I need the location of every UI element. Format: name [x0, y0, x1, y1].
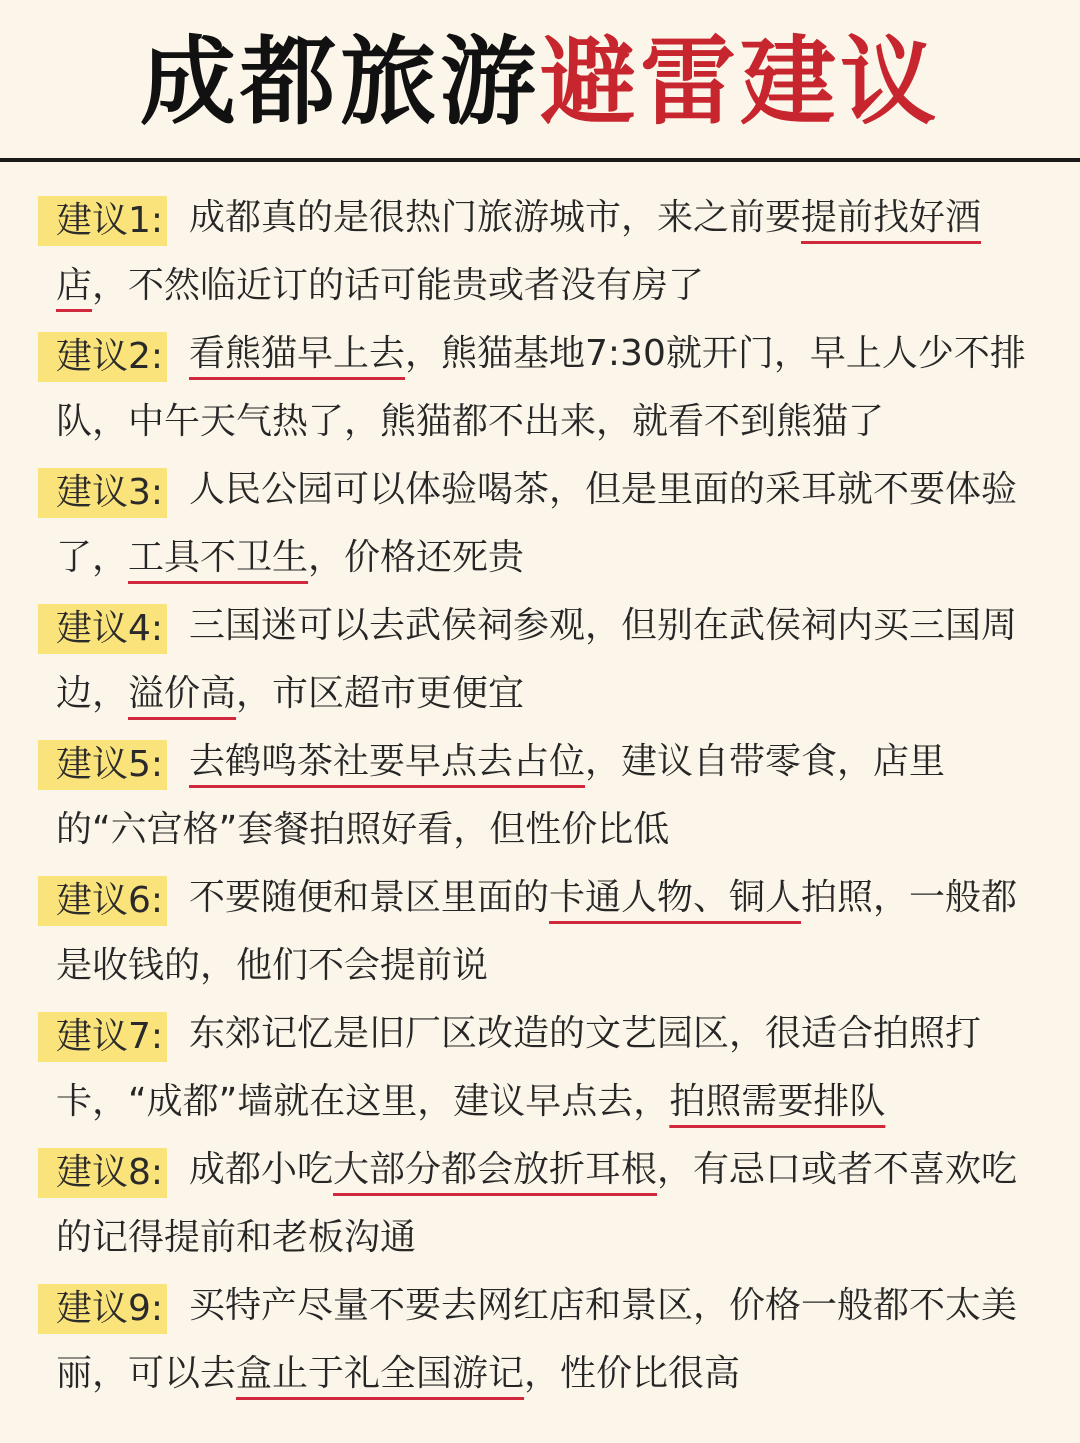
- tip-label: 建议3:: [38, 468, 167, 518]
- tip-text-pre: 不要随便和景区里面的: [189, 877, 550, 918]
- tip-item: [0, 456, 1080, 592]
- tip-text: [56, 320, 1031, 456]
- tip-text: [56, 864, 1031, 1000]
- tip-highlight: 大部分都会放折耳根: [333, 1149, 658, 1190]
- tip-text-pre: 成都真的是很热门旅游城市，来之前要: [189, 197, 802, 238]
- tip-label: 建议2:: [38, 332, 167, 382]
- tip-label: 建议6:: [38, 876, 167, 926]
- tip-label: 建议1:: [38, 196, 167, 246]
- tip-text-post: ，价格还死贵: [308, 537, 525, 578]
- tip-text-post: ，不然临近订的话可能贵或者没有房了: [92, 265, 705, 306]
- tip-text: [56, 184, 1031, 320]
- tip-highlight: 看熊猫早上去: [189, 333, 406, 374]
- tip-item: [0, 592, 1080, 728]
- tips-list: [0, 184, 1080, 1408]
- tip-highlight: 去鹤鸣茶社要早点去占位: [189, 741, 586, 782]
- tip-label: 建议9:: [38, 1284, 167, 1334]
- tip-text-post: ，熊猫基地7:30就开门，早上人少不排队，中午天气热了，熊猫都不出来，就看不到熊猫了: [56, 333, 1026, 442]
- tip-label: 建议5:: [38, 740, 167, 790]
- title-accent: 避雷建议: [540, 26, 940, 138]
- tip-highlight: 卡通人物、铜人: [549, 877, 802, 918]
- tip-text-pre: 买特产尽量不要去网红店和景区，价格一般都不太美丽，可以去: [56, 1285, 1018, 1394]
- tip-text-post: ，有忌口或者不喜欢吃的记得提前和老板沟通: [56, 1149, 1018, 1258]
- tip-item: [0, 184, 1080, 320]
- tip-label: 建议4:: [38, 604, 167, 654]
- tip-text-pre: 东郊记忆是旧厂区改造的文艺园区，很适合拍照打卡，“成都”墙就在这里，建议早点去，: [56, 1013, 982, 1122]
- tip-highlight: 提前找好酒店: [56, 197, 982, 306]
- tip-item: [0, 864, 1080, 1000]
- tip-text-pre: 人民公园可以体验喝茶，但是里面的采耳就不要体验了，: [56, 469, 1018, 578]
- tip-item: [0, 1136, 1080, 1272]
- tip-label: 建议7:: [38, 1012, 167, 1062]
- tip-text-post: ，性价比很高: [524, 1353, 741, 1394]
- tip-item: [0, 1000, 1080, 1136]
- tip-text-pre: 成都小吃: [189, 1149, 334, 1190]
- tip-item: [0, 728, 1080, 864]
- tip-text: [56, 1000, 1031, 1136]
- tip-text-post: ，市区超市更便宜: [236, 673, 525, 714]
- tip-label: 建议8:: [38, 1148, 167, 1198]
- tip-highlight: 工具不卫生: [128, 537, 309, 578]
- tip-highlight: 盒止于礼全国游记: [236, 1353, 525, 1394]
- title-main: 成都旅游: [140, 26, 540, 138]
- tip-text: [56, 456, 1031, 592]
- tip-highlight: 溢价高: [128, 673, 237, 714]
- tip-item: [0, 1272, 1080, 1408]
- page-title: [0, 22, 1080, 142]
- tip-text: [56, 1136, 1031, 1272]
- tip-text: [56, 728, 1031, 864]
- tip-text: [56, 592, 1031, 728]
- tip-item: [0, 320, 1080, 456]
- tip-text-pre: 三国迷可以去武侯祠参观，但别在武侯祠内买三国周边，: [56, 605, 1018, 714]
- tip-text: [56, 1272, 1031, 1408]
- title-divider: [0, 158, 1080, 162]
- tip-text-post: 拍照，一般都是收钱的，他们不会提前说: [56, 877, 1018, 986]
- tip-highlight: 拍照需要排队: [669, 1081, 886, 1122]
- tip-text-post: ，建议自带零食，店里的“六宫格”套餐拍照好看，但性价比低: [56, 741, 946, 850]
